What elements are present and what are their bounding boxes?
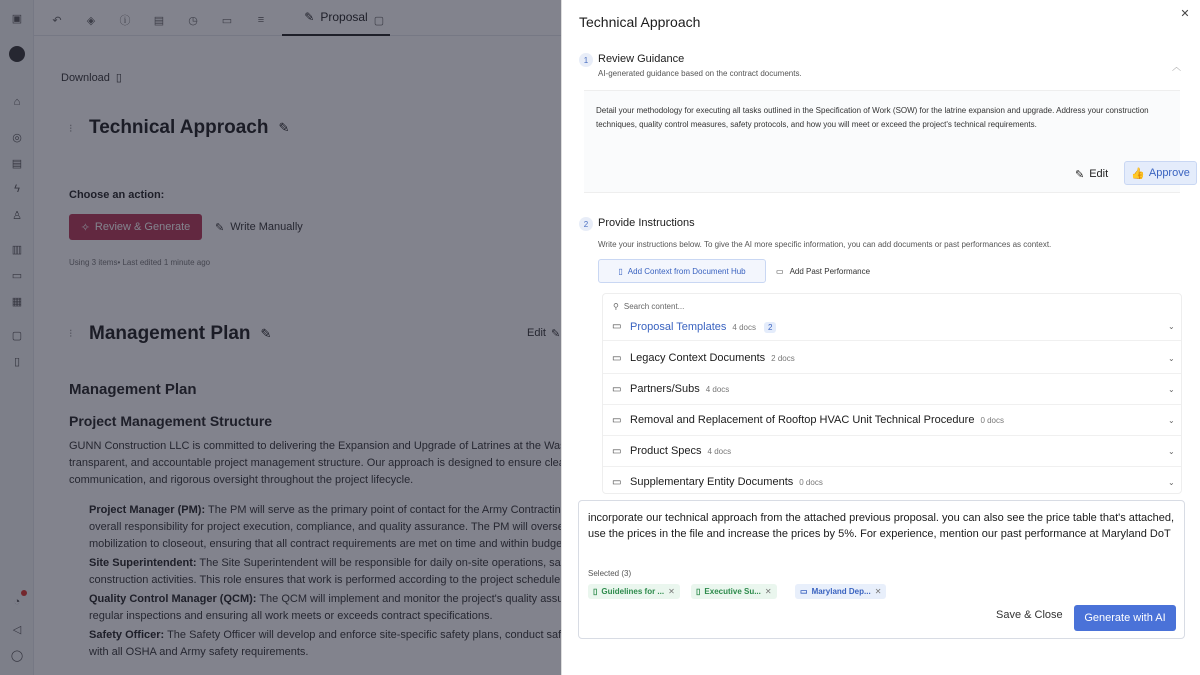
step-subtitle: Write your instructions below. To give the AI more specific information, you can add documents or past performances as context. [598, 240, 1052, 249]
selected-chip: ▯ Guidelines for ... ✕ [588, 584, 680, 599]
instructions-box [578, 500, 1185, 639]
folder-icon: ▭ [612, 321, 622, 332]
folder-row[interactable]: ▭ Legacy Context Documents 2 docs ⌄ [603, 343, 1182, 374]
guidance-text: Detail your methodology for executing all tasks outlined in the Specification of Work (SOW) for the latrine expansion and upgrade. Address your construction techniques, quality control measures, safety protocols, and how you will meet or exceed the project's technical requirements. [596, 106, 1149, 129]
save-close-button[interactable]: Save & Close [996, 609, 1063, 621]
remove-icon[interactable]: ✕ [668, 587, 675, 596]
folder-row[interactable]: ▭ Partners/Subs 4 docs ⌄ [603, 374, 1182, 405]
chevron-up-icon[interactable]: ︿ [1172, 62, 1182, 72]
chevron-down-icon[interactable]: ⌄ [1168, 322, 1175, 331]
folder-row[interactable]: ▭ Product Specs 4 docs ⌄ [603, 436, 1182, 467]
document-icon: ▯ [696, 587, 701, 596]
remove-icon[interactable]: ✕ [764, 587, 772, 596]
step-title: Provide Instructions [598, 217, 695, 229]
add-context-button[interactable]: ▯ Add Context from Document Hub [598, 259, 766, 283]
thumbs-up-icon: 👍 [1131, 167, 1145, 180]
selected-label: Selected (3) [588, 569, 632, 578]
modal-backdrop[interactable] [0, 0, 561, 675]
guidance-box [584, 90, 1190, 193]
chevron-down-icon[interactable]: ⌄ [1168, 415, 1175, 425]
selected-chip: ▭ Maryland Dep... ✕ [795, 584, 886, 599]
technical-approach-panel [561, 0, 1200, 675]
document-hub-list [602, 293, 1182, 494]
chevron-down-icon[interactable]: ⌄ [1168, 446, 1175, 456]
panel-title: Technical Approach [579, 14, 701, 30]
selected-count-badge: 2 [764, 322, 776, 333]
step-number: 2 [579, 217, 593, 231]
pencil-icon: ✎ [1075, 168, 1085, 181]
remove-icon[interactable]: ✕ [874, 587, 882, 596]
search-input[interactable]: ⚲ Search content... [613, 302, 685, 311]
edit-guidance-button[interactable]: ✎ Edit [1075, 168, 1109, 181]
selected-chip: ▯ Executive Su... ✕ [691, 584, 777, 599]
chevron-down-icon[interactable]: ⌄ [1168, 477, 1175, 487]
document-icon: ▯ [593, 587, 598, 596]
folder-icon: ▭ [612, 476, 622, 488]
folder-row[interactable]: ▭ Supplementary Entity Documents 0 docs ⌄ [603, 467, 1182, 494]
add-past-performance-button[interactable]: ▭ Add Past Performance [776, 266, 871, 276]
close-icon[interactable]: ✕ [1180, 7, 1190, 20]
generate-button[interactable]: Generate with AI [1074, 605, 1176, 631]
chevron-down-icon[interactable]: ⌄ [1168, 353, 1175, 363]
instructions-textarea[interactable]: incorporate our technical approach from the attached previous proposal. you can also see the price table that's attached, use the prices in the file and increase the prices by 5%. For experience, mention our past performance at Maryland DoT [588, 512, 1175, 540]
folder-row[interactable]: ▭ Proposal Templates 4 docs 2 ⌄ [603, 313, 1182, 341]
book-icon: ▭ [776, 266, 784, 276]
folder-icon: ▭ [612, 445, 622, 457]
approve-button[interactable]: 👍 Approve [1124, 161, 1197, 185]
document-icon: ▯ [618, 266, 623, 276]
folder-icon: ▭ [612, 414, 622, 426]
step-title: Review Guidance [598, 53, 685, 65]
step-number: 1 [579, 53, 593, 67]
book-icon: ▭ [800, 587, 808, 596]
step-subtitle: AI-generated guidance based on the contract documents. [598, 69, 802, 78]
chevron-down-icon[interactable]: ⌄ [1168, 384, 1175, 394]
folder-icon: ▭ [612, 383, 622, 395]
search-icon: ⚲ [613, 302, 619, 311]
folder-row[interactable]: ▭ Removal and Replacement of Rooftop HVAC Unit Technical Procedure 0 docs ⌄ [603, 405, 1182, 436]
folder-icon: ▭ [612, 352, 622, 364]
